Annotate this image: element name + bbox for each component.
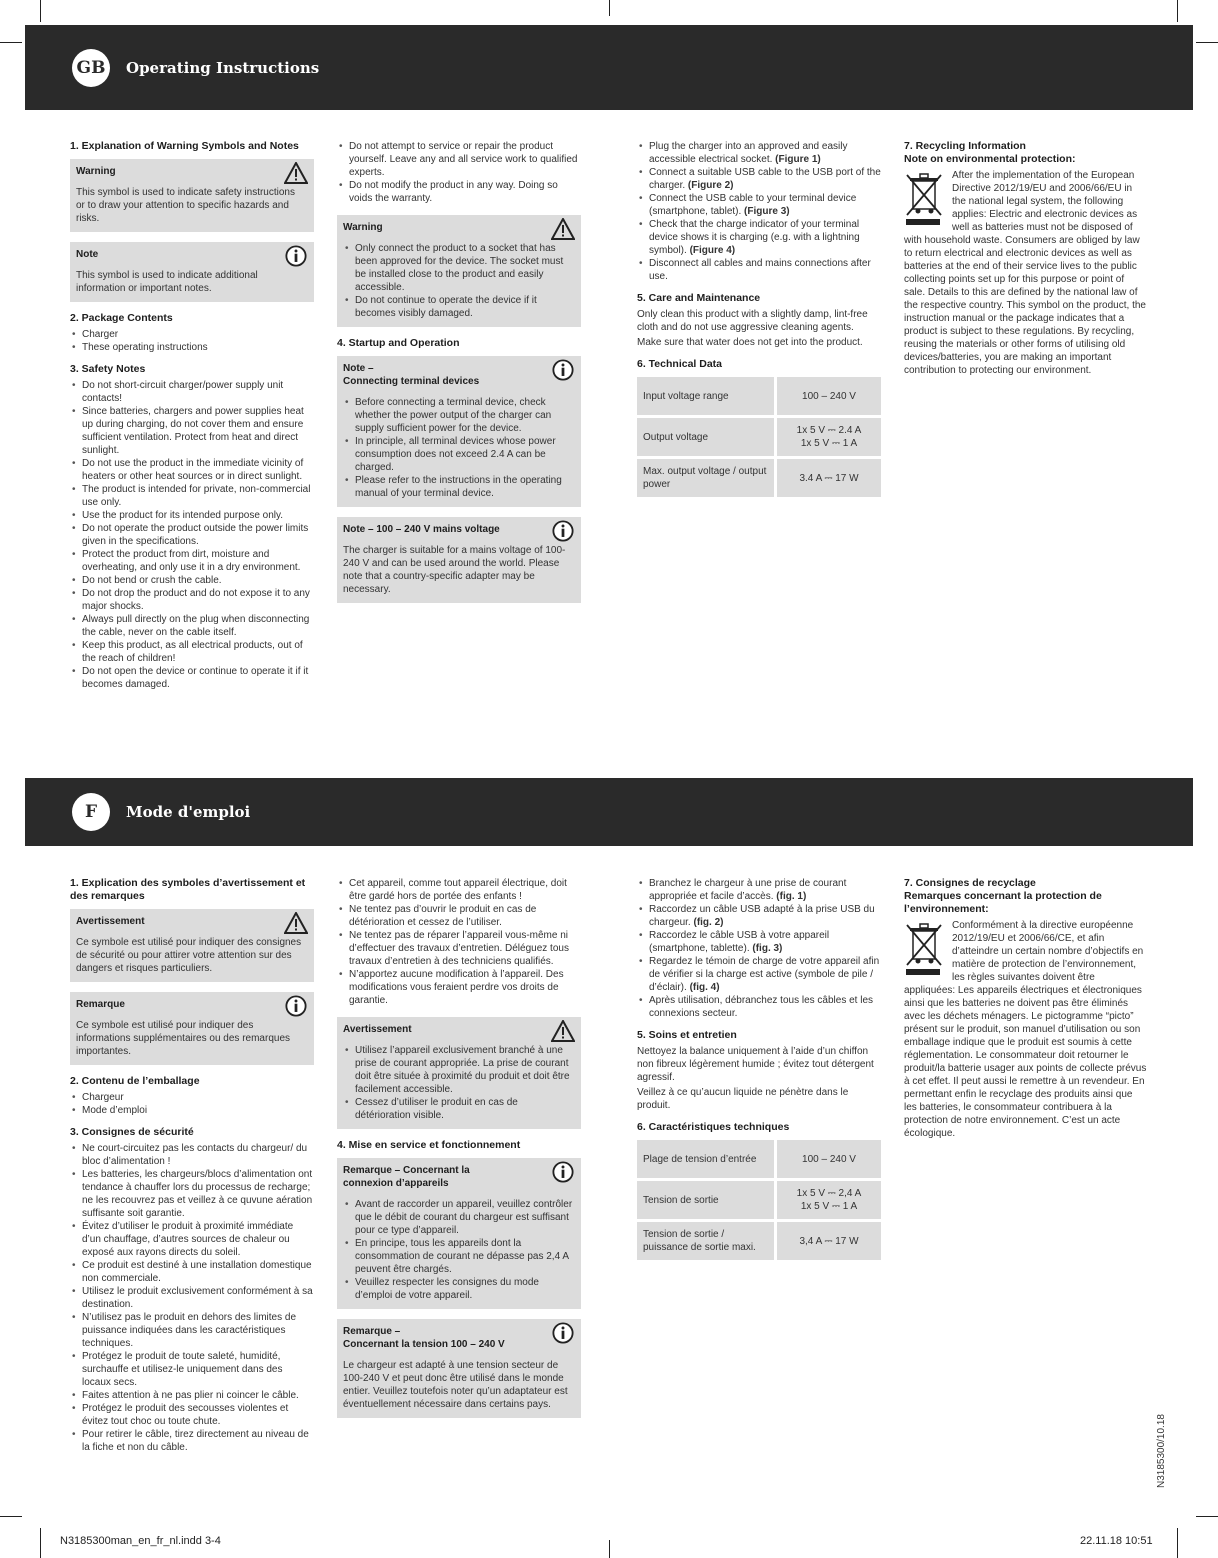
table-row (637, 418, 881, 459)
heading: 4. Startup and Operation (337, 337, 460, 349)
language-badge-fr: F (72, 793, 110, 831)
list-item: • Protégez le produit de toute saleté, humidité, surchauffe et utilisez-le uniquement dans des locaux secs. (70, 1350, 314, 1389)
step-text: Disconnect all cables and mains connections after use. (649, 258, 871, 282)
figure-ref: (Figure 3) (744, 206, 790, 217)
list-item: • Utilisez le produit exclusivement conformément à sa destination. (70, 1285, 314, 1311)
figure-ref: (Figure 2) (687, 180, 734, 191)
info-icon (551, 1161, 575, 1183)
list-item: • Protect the product from dirt, moisture and overheating, and only use it in a dry environment. (70, 548, 314, 574)
list-item: • Do not open the device or continue to operate it if it becomes damaged. (70, 665, 314, 691)
note-text: The charger is suitable for a mains voltage of 100-240 V and can be used around the world. Please note that a country-specific adapter may be necessary. (343, 545, 566, 595)
paragraph: After the implementation of the European Directive 2012/19/EU and 2006/66/EU in the national legal system, the following applies: Electric and electronic devices as well as batteries must not be disposed of with household waste. Consumers are obliged by law to return electrical and electronic devices as well as batteries at the end of their service lives to the public collecting points set up for this purpose or point of sale. Details to this are defined by the national law of the respective country. This symbol on the product, the instruction manual or the package indicates that a product is subject to these regulations. By recycling, reusing the materials or other forms of utilising old devices/batteries, you are making an important contribution to protecting our environment. (904, 170, 1146, 376)
heading: 2. Contenu de l’emballage (70, 1075, 200, 1087)
list-item: • N’apportez aucune modification à l’appareil. Des modifications vous feraient perdre vos droits de garantie. (337, 968, 581, 1007)
note-text: This symbol is used to indicate additional information or important notes. (76, 270, 258, 294)
table-cell: Max. output voltage / output power (637, 459, 774, 500)
note-title: Note – 100 – 240 V mains voltage (343, 524, 500, 535)
list-item: • N’utilisez pas le produit en dehors des limites de puissance indiquées dans les caractéristiques techniques. (70, 1311, 314, 1350)
info-icon (284, 995, 308, 1017)
list-item: • Pour retirer le câble, tirez directement au niveau de la fiche et non du câble. (70, 1428, 314, 1454)
table-value: 1x 5 V ⎓ 1 A (800, 1201, 858, 1212)
crossed-out-bin-icon (904, 921, 944, 977)
operation-steps (637, 140, 881, 283)
step-text: Regardez le témoin de charge de votre appareil afin de vérifier si la charge est active (symbole de pile / d’éclair). (649, 956, 880, 993)
warning-triangle-icon (284, 162, 308, 184)
list-item: • Since batteries, chargers and power supplies heat up during charging, do not cover them and ensure sufficient ventilation. Protect from heat and direct sunlight. (70, 405, 314, 457)
list-item: • Faites attention à ne pas plier ni coincer le câble. (70, 1389, 314, 1402)
paragraph: Veillez à ce qu’aucun liquide ne pénètre dans le produit. (637, 1087, 849, 1111)
list-item (637, 218, 881, 257)
heading: 4. Mise en service et fonctionnement (337, 1139, 521, 1151)
table-value: 1x 5 V ⎓ 2.4 A (796, 425, 862, 436)
table-cell: Tension de sortie / puissance de sortie maxi. (637, 1222, 774, 1263)
table-value: 3,4 A ⎓ 17 W (799, 1235, 859, 1247)
list-item: • Always pull directly on the plug when disconnecting the cable, never on the cable itself. (70, 613, 314, 639)
note-box (337, 1158, 581, 1309)
list-item: • Keep this product, as all electrical products, out of the reach of children! (70, 639, 314, 665)
gb-column-3 (637, 140, 881, 500)
list-item: • Avant de raccorder un appareil, veuillez contrôler que le débit de courant du chargeur est suffisant pour ce type d’appareil. (343, 1198, 575, 1237)
list-item: • Évitez d’utiliser le produit à proximité immédiate d’un chauffage, d’autres sources de chaleur ou exposé aux rayons directs du soleil. (70, 1220, 314, 1259)
table-cell (774, 1140, 881, 1181)
operation-steps (637, 877, 881, 1020)
table-value: 1x 5 V ⎓ 2,4 A (796, 1188, 862, 1199)
note-title (343, 362, 575, 388)
step-text: Branchez le chargeur à une prise de courant appropriée et facile d’accès. (649, 878, 847, 902)
info-icon (551, 359, 575, 381)
crop-mark (1177, 1528, 1178, 1558)
list-item: • Ce produit est destiné à une installation domestique non commerciale. (70, 1259, 314, 1285)
warning-text: This symbol is used to indicate safety instructions or to draw your attention to specific hazards and risks. (76, 187, 295, 224)
table-cell (774, 418, 881, 459)
list-item: • Ne tentez pas de réparer l’appareil vous-même ni d’effectuer des travaux d’entretien. Déléguez tous travaux d’entretien à des techniciens qualifiés. (337, 929, 581, 968)
warning-box (70, 909, 314, 982)
heading: 7. Consignes de recyclage (904, 877, 1036, 889)
note-box (70, 242, 314, 302)
list-item: • Use the product for its intended purpose only. (70, 509, 314, 522)
gb-section-title: Operating Instructions (126, 58, 320, 77)
heading: 1. Explanation of Warning Symbols and Notes (70, 140, 299, 152)
list-item: • These operating instructions (70, 341, 314, 354)
subheading: Note on environmental protection: (904, 153, 1076, 165)
figure-ref: (fig. 2) (693, 917, 724, 928)
paragraph: Make sure that water does not get into the product. (637, 337, 863, 348)
list-item: • Do not attempt to service or repair the product yourself. Leave any and all service work to qualified experts. (337, 140, 581, 179)
note-title: Remarque (76, 999, 125, 1010)
list-item: • Les batteries, les chargeurs/blocs d’alimentation ont tendance à chauffer lors du processus de recharge; ne les recouvrez pas et veillez à ce quvune aération suffisante soit garantie. (70, 1168, 314, 1220)
note-title (343, 1325, 575, 1351)
list-item: • Before connecting a terminal device, check whether the power output of the charger can supply sufficient power for the device. (343, 396, 575, 435)
note-title-line: Connecting terminal devices (343, 376, 480, 387)
table-value: 100 – 240 V (802, 390, 856, 402)
info-icon (551, 1322, 575, 1344)
table-cell (774, 459, 881, 500)
table-row (637, 459, 881, 500)
list-item (637, 877, 881, 903)
note-title-line: Remarque – Concernant la (343, 1165, 470, 1176)
note-title: Note (76, 249, 99, 260)
warning-box (70, 159, 314, 232)
warning-title: Avertissement (76, 916, 145, 927)
figure-ref: (fig. 3) (752, 943, 783, 954)
list-item: • Veuillez respecter les consignes du mode d’emploi de votre appareil. (343, 1276, 575, 1302)
document-code: N3185300/10.18 (1156, 1414, 1167, 1488)
figure-ref: (fig. 4) (689, 982, 720, 993)
list-item: • Mode d’emploi (70, 1104, 314, 1117)
table-value: 1x 5 V ⎓ 1 A (800, 438, 858, 449)
list-item: • En principe, tous les appareils dont la consommation de courant ne dépasse pas 2,4 A peuvent être chargés. (343, 1237, 575, 1276)
gb-column-1 (70, 140, 314, 691)
list-item: • Cessez d’utiliser le produit en cas de détérioration visible. (343, 1096, 575, 1122)
table-cell: Output voltage (637, 418, 774, 459)
step-text: Connect the USB cable to your terminal device (smartphone, tablet). (649, 193, 857, 217)
fr-column-1 (70, 877, 314, 1454)
warning-text: Ce symbole est utilisé pour indiquer des consignes de sécurité ou pour attirer votre attention sur des dangers et risques particuliers. (76, 937, 302, 974)
warning-title: Avertissement (343, 1024, 412, 1035)
table-value: 3.4 A ⎓ 17 W (799, 472, 859, 484)
crop-mark (40, 1528, 41, 1558)
heading: 6. Technical Data (637, 358, 723, 370)
warning-triangle-icon (284, 912, 308, 934)
safety-list-continued (337, 877, 581, 1007)
table-value: 100 – 240 V (802, 1153, 856, 1165)
note-title-line: connexion d’appareils (343, 1178, 449, 1189)
list-item: • Ne court-circuitez pas les contacts du chargeur/ du bloc d’alimentation ! (70, 1142, 314, 1168)
note-text: Le chargeur est adapté à une tension secteur de 100-240 V et peut donc être utilisé dans le monde entier. Veuillez toutefois noter qu’un adaptateur est éventuellement nécessaire dans certains pays. (343, 1360, 568, 1410)
table-cell (774, 377, 881, 418)
fr-column-4 (904, 877, 1148, 1142)
note-title (343, 1164, 575, 1190)
safety-list (70, 1142, 314, 1454)
crop-mark (1196, 42, 1218, 43)
list-item: • Do not operate the product outside the power limits given in the specifications. (70, 522, 314, 548)
note-box (337, 1319, 581, 1418)
safety-list-continued (337, 140, 581, 205)
note-box (337, 356, 581, 507)
heading: 3. Consignes de sécurité (70, 1126, 194, 1138)
safety-list (70, 379, 314, 691)
list-item (637, 929, 881, 955)
fr-column-3 (637, 877, 881, 1263)
gb-column-4 (904, 140, 1148, 379)
list-item (637, 257, 881, 283)
heading: 2. Package Contents (70, 312, 173, 324)
step-text: Plug the charger into an approved and easily accessible electrical socket. (649, 141, 848, 165)
note-title-line: Concernant la tension 100 – 240 V (343, 1339, 505, 1350)
list-item (637, 903, 881, 929)
note-box (337, 517, 581, 603)
gb-column-2 (337, 140, 581, 613)
list-item (637, 192, 881, 218)
list-item (637, 140, 881, 166)
warning-triangle-icon (551, 218, 575, 240)
language-badge-gb: GB (72, 49, 110, 87)
list-item: • The product is intended for private, non-commercial use only. (70, 483, 314, 509)
fr-column-2 (337, 877, 581, 1428)
step-text: Connect a suitable USB cable to the USB port of the charger. (649, 167, 881, 191)
note-text: Ce symbole est utilisé pour indiquer des informations supplémentaires ou des remarques importantes. (76, 1020, 290, 1057)
table-row (637, 1222, 881, 1263)
table-cell (774, 1181, 881, 1222)
note-box (70, 992, 314, 1065)
package-list (70, 1091, 314, 1117)
crossed-out-bin-icon (904, 171, 944, 227)
figure-ref: (Figure 1) (775, 154, 821, 165)
warning-box (337, 1017, 581, 1129)
heading: 5. Care and Maintenance (637, 292, 761, 304)
heading: 7. Recycling Information (904, 140, 1026, 152)
paragraph: Nettoyez la balance uniquement à l’aide d’un chiffon non fibreux légèrement humide ; évitez tout détergent agressif. (637, 1046, 874, 1083)
subheading: Remarques concernant la protection de l’environnement: (904, 890, 1102, 915)
figure-ref: (fig. 1) (776, 891, 807, 902)
fr-header-band (25, 778, 1193, 846)
crop-mark (1196, 1516, 1218, 1517)
table-row (637, 1181, 881, 1222)
list-item: • Do not drop the product and do not expose it to any major shocks. (70, 587, 314, 613)
list-item: • Please refer to the instructions in the operating manual of your terminal device. (343, 474, 575, 500)
heading: 5. Soins et entretien (637, 1029, 737, 1041)
step-text: Après utilisation, débranchez tous les câbles et les connexions secteur. (649, 995, 874, 1019)
technical-data-table (637, 1140, 881, 1263)
table-cell: Tension de sortie (637, 1181, 774, 1222)
table-row (637, 377, 881, 418)
list-item: • Charger (70, 328, 314, 341)
list-item (637, 955, 881, 994)
figure-ref: (Figure 4) (689, 245, 736, 256)
crop-mark (609, 0, 610, 16)
technical-data-table (637, 377, 881, 500)
step-text: Raccordez le câble USB à votre appareil (smartphone, tablette). (649, 930, 830, 954)
list-item: • Do not short-circuit charger/power supply unit contacts! (70, 379, 314, 405)
list-item: • Do not bend or crush the cable. (70, 574, 314, 587)
list-item: • Do not continue to operate the device if it becomes visibly damaged. (343, 294, 575, 320)
info-icon (551, 520, 575, 542)
warning-box (337, 215, 581, 327)
crop-mark (0, 42, 22, 43)
note-title-line: Note – (343, 363, 374, 374)
list-item: • Ne tentez pas d’ouvrir le produit en cas de détérioration et cessez de l’utiliser. (337, 903, 581, 929)
info-icon (284, 245, 308, 267)
note-title-line: Remarque – (343, 1326, 401, 1337)
gb-header-band (25, 25, 1193, 110)
list-item: • Only connect the product to a socket that has been approved for the device. The socket must be installed close to the product and easily accessible. (343, 242, 575, 294)
warning-title: Warning (76, 166, 116, 177)
list-item: • Chargeur (70, 1091, 314, 1104)
step-text: Raccordez un câble USB adapté à la prise USB du chargeur. (649, 904, 875, 928)
heading: 1. Explication des symboles d’avertissement et des remarques (70, 877, 306, 902)
list-item: • Do not use the product in the immediate vicinity of heaters or other heat sources or in direct sunlight. (70, 457, 314, 483)
footer-timestamp: 22.11.18 10:51 (1080, 1535, 1153, 1547)
list-item: • Utilisez l’appareil exclusivement branché à une prise de courant appropriée. La prise de courant doit être située à proximité du produit et doit être facilement accessible. (343, 1044, 575, 1096)
fr-section-title: Mode d'emploi (126, 803, 251, 821)
footer-filename: N3185300man_en_fr_nl.indd 3-4 (60, 1535, 221, 1547)
warning-title: Warning (343, 222, 383, 233)
warning-triangle-icon (551, 1020, 575, 1042)
list-item: • In principle, all terminal devices whose power consumption does not exceed 2.4 A can be charged. (343, 435, 575, 474)
package-list (70, 328, 314, 354)
crop-mark (0, 1516, 22, 1517)
crop-mark (1177, 0, 1178, 22)
heading: 3. Safety Notes (70, 363, 146, 375)
table-row (637, 1140, 881, 1181)
list-item: • Do not modify the product in any way. Doing so voids the warranty. (337, 179, 581, 205)
list-item (637, 994, 881, 1020)
crop-mark (609, 1540, 610, 1558)
list-item (637, 166, 881, 192)
table-cell: Input voltage range (637, 377, 774, 418)
step-text: Check that the charge indicator of your terminal device shows it is charging (e.g. with a lightning symbol). (649, 219, 860, 256)
paragraph: Only clean this product with a slightly damp, lint-free cloth and do not use aggressive cleaning agents. (637, 309, 868, 333)
paragraph: Conformément à la directive européenne 2012/19/EU et 2006/66/CE, et afin d’atteindre un certain nombre d’objectifs en matière de protection de l’environnement, les règles suivantes doivent être appliquées: Les appareils électriques et électroniques ainsi que les batteries ne doivent pas être éliminés avec les déchets ménagers. Le pictogramme “picto” présent sur le produit, son manuel d’utilisation ou son emballage indique que le produit est soumis à cette réglementation. Le consommateur doit retourner le produit/la batterie usager aux points de collecte prévus à cet effet. Il peut aussi le remettre à un revendeur. En permettant enfin le recyclage des produits ainsi que les batteries, le consommateur contribuera à la protection de notre environnement. C’est un acte écologique. (904, 920, 1147, 1139)
table-cell: Plage de tension d’entrée (637, 1140, 774, 1181)
list-item: • Protégez le produit des secousses violentes et évitez tout choc ou toute chute. (70, 1402, 314, 1428)
crop-mark (40, 0, 41, 22)
list-item: • Cet appareil, comme tout appareil électrique, doit être gardé hors de portée des enfants ! (337, 877, 581, 903)
table-cell (774, 1222, 881, 1263)
heading: 6. Caractéristiques techniques (637, 1121, 790, 1133)
